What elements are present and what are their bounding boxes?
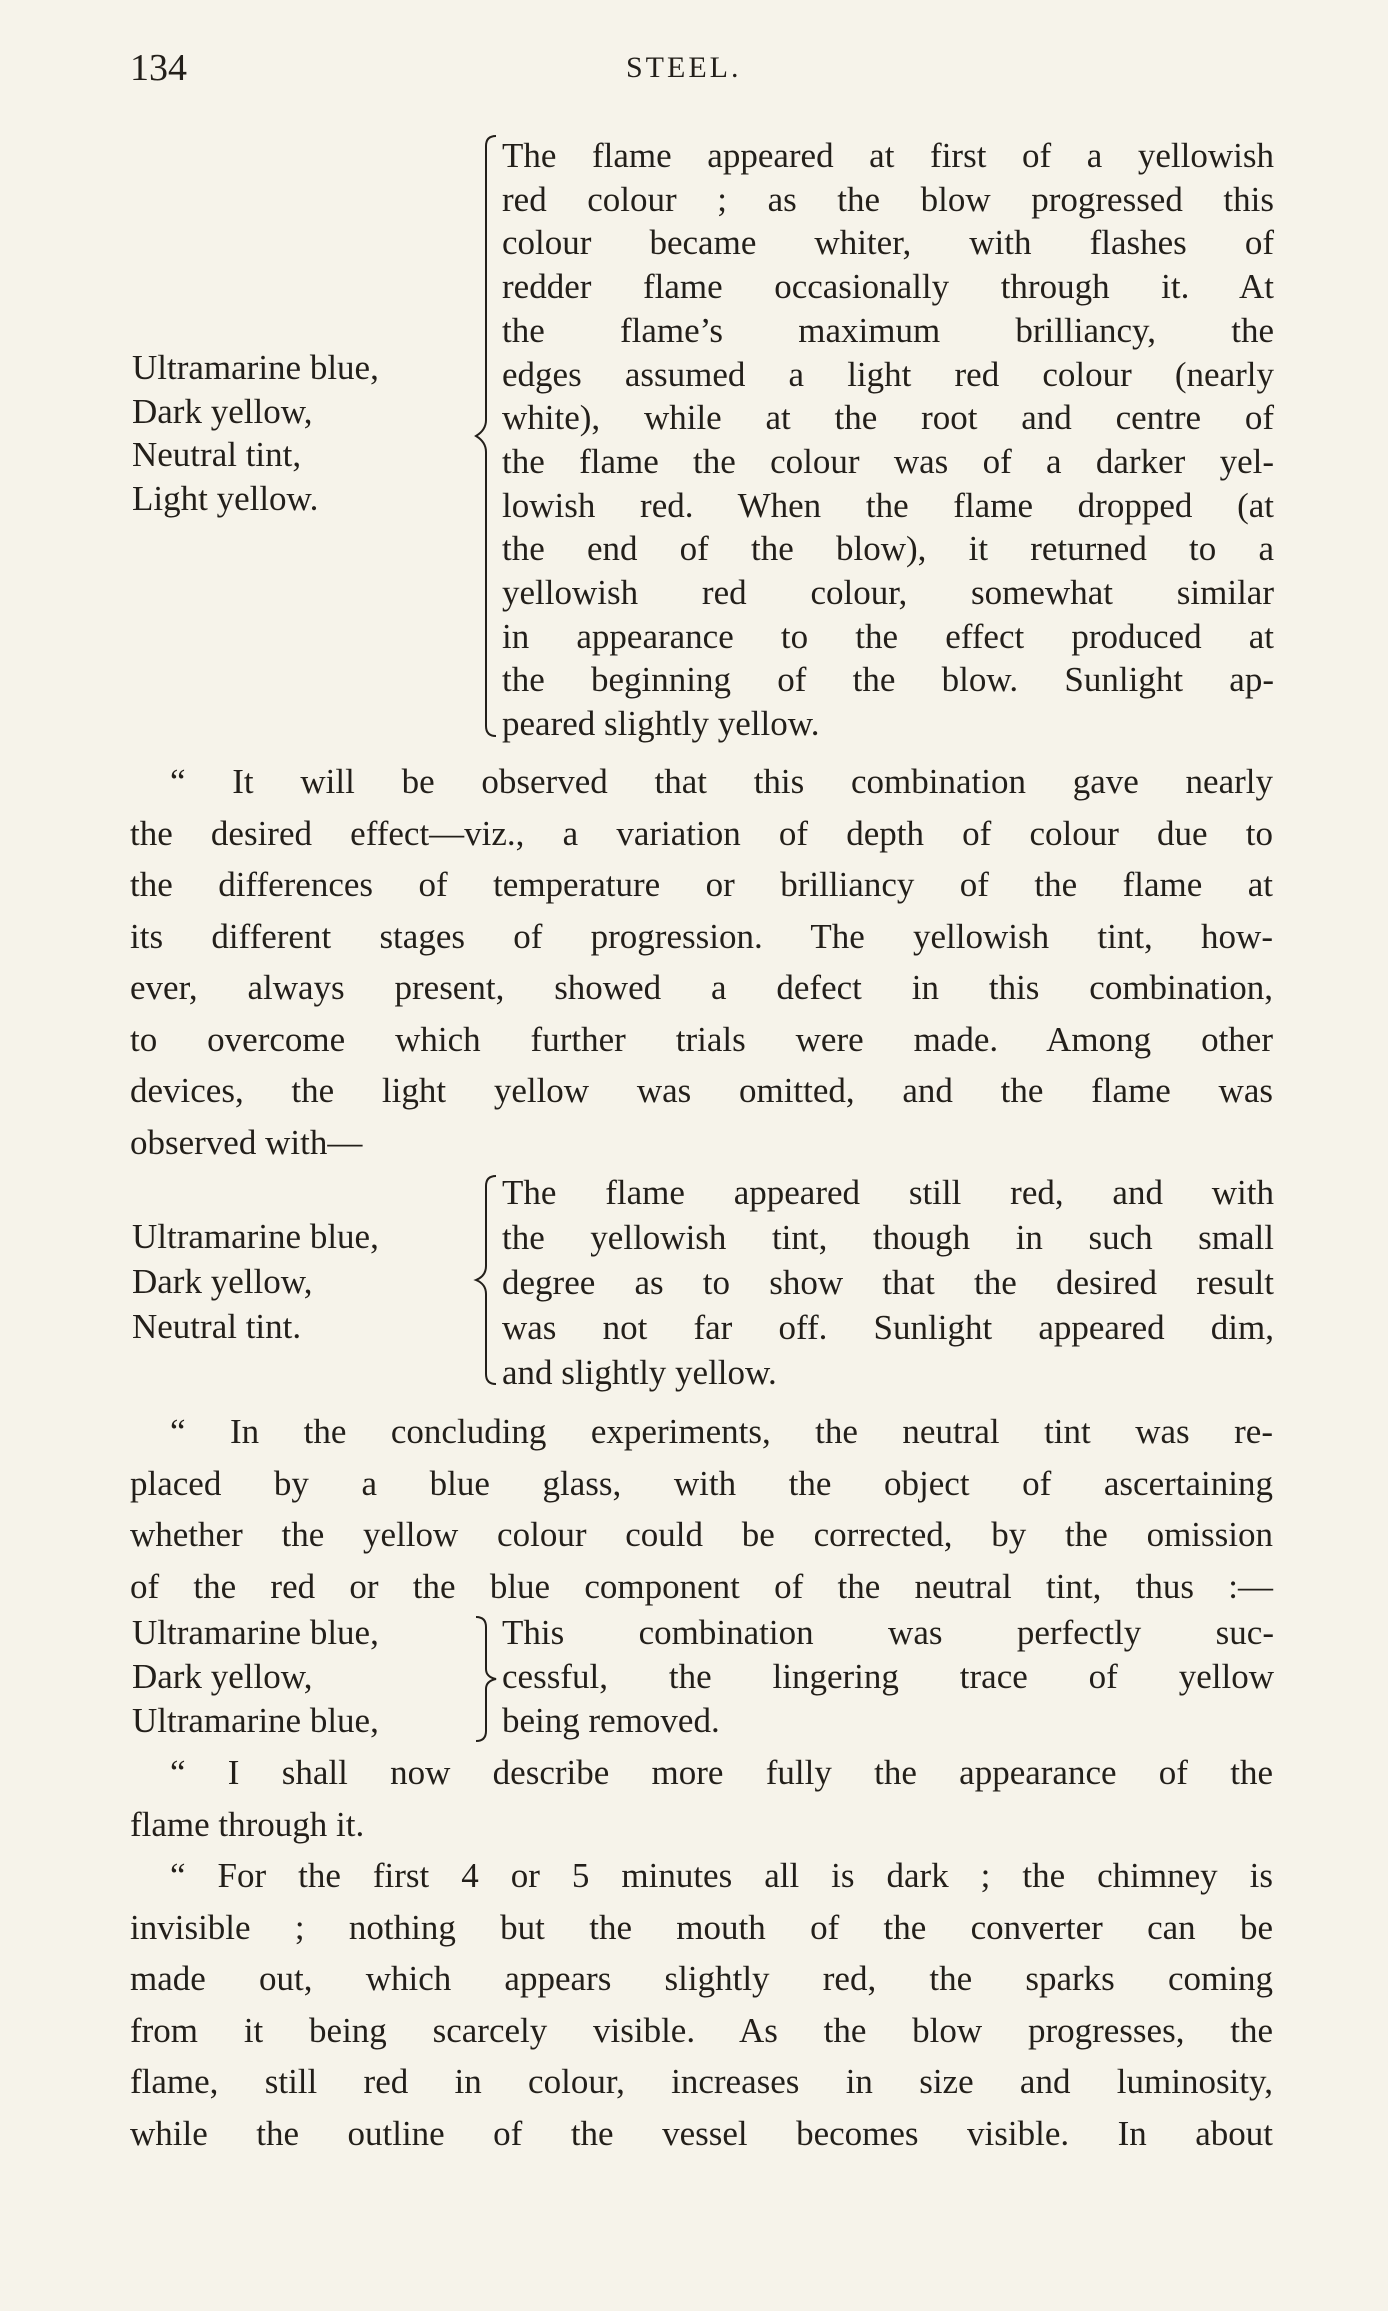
text-line: to overcome which further trials were made. Among other — [130, 1019, 1273, 1059]
text-line: the beginning of the blow. Sunlight ap- — [502, 660, 1274, 700]
text-line: The flame appeared still red, and with — [502, 1173, 1274, 1212]
text-line: “ For the first 4 or 5 minutes all is dark ; the chimney is — [170, 1856, 1273, 1895]
paragraph-3 — [130, 1747, 1273, 1850]
brace-3 — [470, 1611, 500, 1746]
text-line: invisible ; nothing but the mouth of the converter can be — [130, 1907, 1273, 1947]
text-line: being removed. — [502, 1701, 720, 1740]
text-line: was not far off. Sunlight appeared dim, — [502, 1308, 1274, 1347]
text-line: in appearance to the effect produced at — [502, 616, 1274, 656]
description-2 — [502, 1170, 1274, 1395]
text-line: peared slightly yellow. — [502, 704, 820, 744]
text-line: whether the yellow colour could be corrected, by the omission — [130, 1515, 1273, 1554]
glass-item: Dark yellow, — [132, 1262, 313, 1301]
text-line: made out, which appears slightly red, the sparks coming — [130, 1959, 1273, 1998]
text-line: and slightly yellow. — [502, 1353, 777, 1392]
text-line: red colour ; as the blow progressed this — [502, 179, 1274, 219]
brace-1 — [470, 130, 500, 742]
glass-item: Ultramarine blue, — [132, 1701, 379, 1740]
paragraph-4 — [130, 1850, 1273, 2159]
glass-item: Ultramarine blue, — [132, 1613, 379, 1652]
glass-list-2 — [132, 1214, 379, 1349]
text-line: redder flame occasionally through it. At — [502, 267, 1274, 307]
glass-item: Neutral tint, — [132, 435, 302, 474]
glass-list-3 — [132, 1611, 379, 1743]
text-line: The flame appeared at first of a yellowish — [502, 136, 1274, 175]
glass-item: Ultramarine blue, — [132, 348, 379, 387]
text-line: the flame’s maximum brilliancy, the — [502, 310, 1274, 350]
text-line: ever, always present, showed a defect in this combination, — [130, 968, 1273, 1007]
text-line: “ It will be observed that this combination gave nearly — [170, 762, 1273, 801]
glass-item: Ultramarine blue, — [132, 1217, 379, 1256]
text-line: edges assumed a light red colour (nearly — [502, 354, 1274, 394]
text-line: “ I shall now describe more fully the appearance of the — [170, 1753, 1273, 1792]
description-1 — [502, 134, 1274, 746]
text-line: while the outline of the vessel becomes visible. In about — [130, 2113, 1273, 2153]
text-line: from it being scarcely visible. As the blow progresses, the — [130, 2010, 1273, 2050]
text-line: flame, still red in colour, increases in size and luminosity, — [130, 2062, 1273, 2101]
paragraph-1 — [130, 756, 1273, 1168]
text-line: colour became whiter, with flashes of — [502, 223, 1274, 263]
text-line: devices, the light yellow was omitted, and the flame was — [130, 1071, 1273, 1110]
text-line: flame through it. — [130, 1804, 365, 1844]
text-line: lowish red. When the flame dropped (at — [502, 485, 1274, 525]
page-number: 134 — [130, 47, 187, 89]
text-line: observed with— — [130, 1122, 363, 1162]
glass-item: Dark yellow, — [132, 1657, 313, 1696]
text-line: the yellowish tint, though in such small — [502, 1218, 1274, 1257]
paragraph-2 — [130, 1406, 1273, 1612]
text-line: its different stages of progression. The yellowish tint, how- — [130, 916, 1273, 956]
text-line: degree as to show that the desired result — [502, 1263, 1274, 1302]
text-line: the differences of temperature or brilliancy of the flame at — [130, 865, 1273, 904]
text-line: white), while at the root and centre of — [502, 398, 1274, 438]
text-line: yellowish red colour, somewhat similar — [502, 573, 1274, 613]
running-title: STEEL. — [626, 51, 742, 84]
glass-list-1 — [132, 346, 379, 520]
glass-item: Neutral tint. — [132, 1307, 302, 1346]
text-line: This combination was perfectly suc- — [502, 1613, 1274, 1652]
text-line: the desired effect—viz., a variation of depth of colour due to — [130, 813, 1273, 853]
text-line: placed by a blue glass, with the object of ascertaining — [130, 1463, 1273, 1503]
text-line: the flame the colour was of a darker yel- — [502, 441, 1274, 481]
text-line: cessful, the lingering trace of yellow — [502, 1657, 1274, 1696]
text-line: “ In the concluding experiments, the neutral tint was re- — [170, 1412, 1273, 1451]
description-3 — [502, 1611, 1274, 1743]
text-line: of the red or the blue component of the neutral tint, thus :— — [130, 1566, 1273, 1606]
brace-2 — [470, 1170, 500, 1390]
glass-item: Light yellow. — [132, 478, 319, 518]
text-line: the end of the blow), it returned to a — [502, 529, 1274, 569]
glass-item: Dark yellow, — [132, 391, 313, 431]
